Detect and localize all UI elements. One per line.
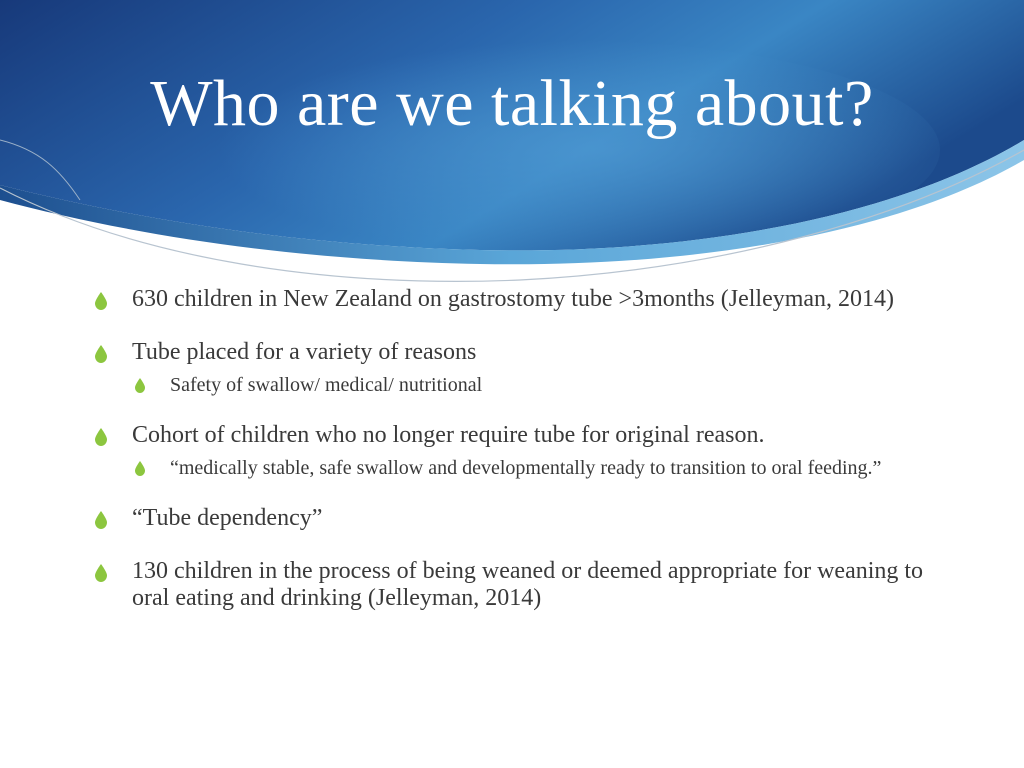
bullet-text: “Tube dependency” xyxy=(132,505,323,531)
bullet-item-3 xyxy=(92,422,952,479)
bullet-text: 130 children in the process of being weaned or deemed appropriate for weaning to oral eating and drinking (Jelleyman, 2014) xyxy=(132,558,924,611)
drop-bullet-icon xyxy=(94,292,108,310)
bullet-text: Cohort of children who no longer require tube for original reason. xyxy=(132,422,765,448)
header-banner xyxy=(0,0,1024,300)
sub-bullet-item xyxy=(132,457,952,479)
sub-bullet-list xyxy=(132,374,952,396)
drop-bullet-icon xyxy=(134,461,146,476)
drop-bullet-icon xyxy=(134,378,146,393)
drop-bullet-icon xyxy=(94,345,108,363)
bullet-item-1 xyxy=(92,286,952,313)
bullet-item-2 xyxy=(92,339,952,396)
bullet-text: Tube placed for a variety of reasons xyxy=(132,339,477,365)
sub-bullet-item xyxy=(132,374,952,396)
sub-bullet-text: “medically stable, safe swallow and developmentally ready to transition to oral feeding.” xyxy=(170,457,882,479)
bullet-list xyxy=(92,286,952,638)
slide-title: Who are we talking about? xyxy=(150,67,874,140)
bullet-item-5 xyxy=(92,558,952,612)
drop-bullet-icon xyxy=(94,511,108,529)
drop-bullet-icon xyxy=(94,564,108,582)
drop-bullet-icon xyxy=(94,428,108,446)
sub-bullet-list xyxy=(132,457,952,479)
sub-bullet-text: Safety of swallow/ medical/ nutritional xyxy=(170,374,483,396)
bullet-text: 630 children in New Zealand on gastrostomy tube >3months (Jelleyman, 2014) xyxy=(132,286,895,312)
bullet-item-4 xyxy=(92,505,952,532)
